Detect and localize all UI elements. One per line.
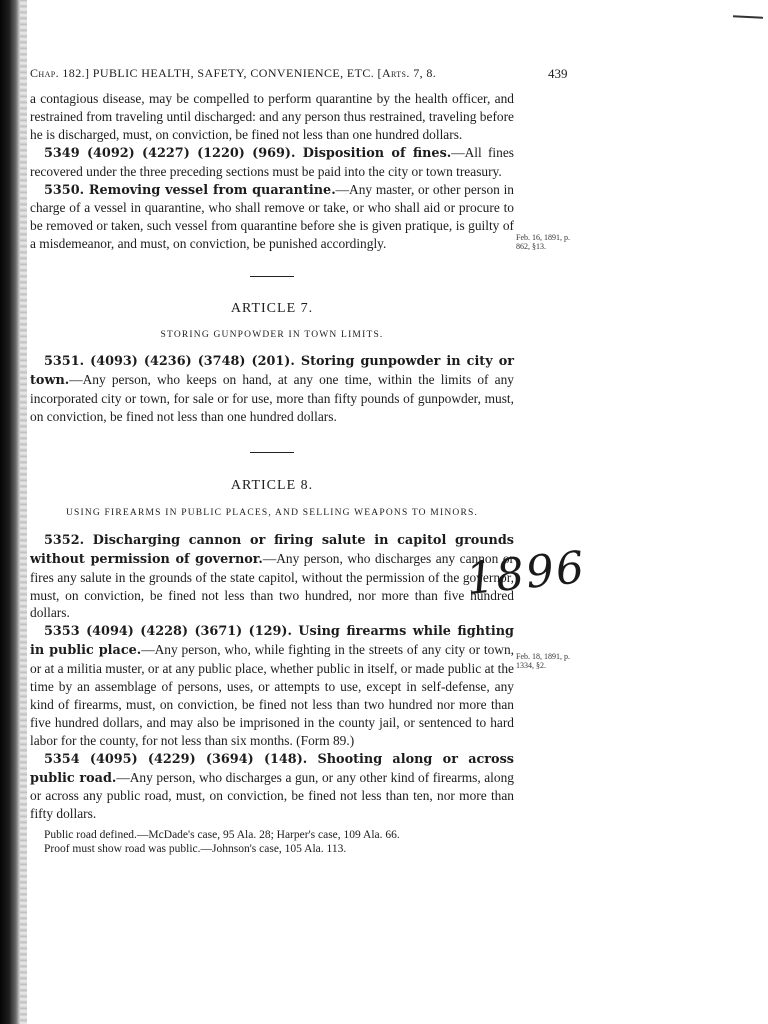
section-5349 [30,144,514,181]
section-5354 [30,750,514,824]
section-5352-heading: 5352. Discharging cannon or firing salute in capitol grounds without permission of governor. [30,532,514,567]
section-5351-heading: 5351. (4093) (4236) (3748) (201). Storing gunpowder in city or town. [30,354,514,389]
article-8-title: ARTICLE 8. [230,477,314,493]
article-8-subtitle: USING FIREARMS IN PUBLIC PLACES, AND SELLING WEAPONS TO MINORS. [65,507,479,518]
section-5353 [30,622,514,749]
page-number: 439 [548,66,568,81]
scan-binding-strip [20,0,27,1024]
section-5353-heading: 5353 (4094) (4228) (3671) (129). Using firearms while fighting in public place. [30,624,514,659]
article-7-subtitle: STORING GUNPOWDER IN TOWN LIMITS. [160,330,384,341]
section-5349-body: —All fines recovered under the three preceding sections must be paid into the city or town treasury. [30,144,514,179]
scan-binding-edge [0,0,20,1024]
section-5354-heading: 5354 (4095) (4229) (3694) (148). Shooting along or across public road. [30,751,514,786]
section-5351 [30,352,514,426]
running-header [30,66,568,90]
section-5351-body: —Any person, who keeps on hand, at any one time, within the limits of any incorporated city or town, for sale or for use, more than fifty pounds of gunpowder, must, on conviction, be fined not less than one hundred dollars. [30,372,514,424]
margin-note-1: Feb. 16, 1891, p. 862, §13. [516,233,570,251]
section-5350-body: —Any master, or other person in charge of a vessel in quarantine, who shall remove or take, or who shall aid or procure to be removed or taken, such vessel from quarantine before she is given pratique, is guilty of a misdemeanor, and must, on conviction, be punished accordingly. [30,181,514,252]
corner-pencil-mark [733,15,763,19]
article-7-title: ARTICLE 7. [230,301,314,317]
section-5352-body: —Any person, who discharges any cannon or fires any salute in the grounds of the state capitol, without the permission of the governor, must, on conviction, be fined not less than two hundred, nor more than five hundred dollars. [30,550,514,621]
continued-paragraph: a contagious disease, may be compelled to perform quarantine by the health officer, and restrained from traveling until discharged: and any person thus restrained, traveling before he is discharged, must, on conviction, be fined not less than one hundred dollars. [30,91,514,142]
handwritten-annotation: 1896 [463,541,589,606]
section-5350-heading: 5350. Removing vessel from quarantine. [44,182,336,198]
section-5353-body: —Any person, who, while fighting in the streets of any city or town, or at a militia muster, or at any public place, whether public in itself, or made public at the time by an assemblage of persons, uses, or attempts to use, except in self-defense, any kind of firearms, must, on conviction, be fined not less than two hundred nor more than five hundred dollars, and may also be imprisoned in the county jail, or sentenced to hard labor for the county, for not less than six months. (Form 89.) [30,642,514,748]
header-text: Chap. 182.] PUBLIC HEALTH, SAFETY, CONVENIENCE, ETC. [Arts. 7, 8. [30,66,437,80]
margin-note-2: Feb. 18, 1891, p. 1334, §2. [516,652,570,670]
section-5349-heading: 5349 (4092) (4227) (1220) (969). Disposition of fines. [44,145,452,161]
footnote: Public road defined.—McDade's case, 95 Ala. 28; Harper's case, 109 Ala. 66. [44,829,400,842]
section-5354-body: —Any person, who discharges a gun, or any other kind of firearms, along or across any public road, must, on conviction, be fined not less than ten, nor more than fifty dollars. [30,769,514,822]
section-5350 [30,181,514,254]
section-5352 [30,531,514,623]
footnote: Proof must show road was public.—Johnson's case, 105 Ala. 113. [44,843,347,856]
